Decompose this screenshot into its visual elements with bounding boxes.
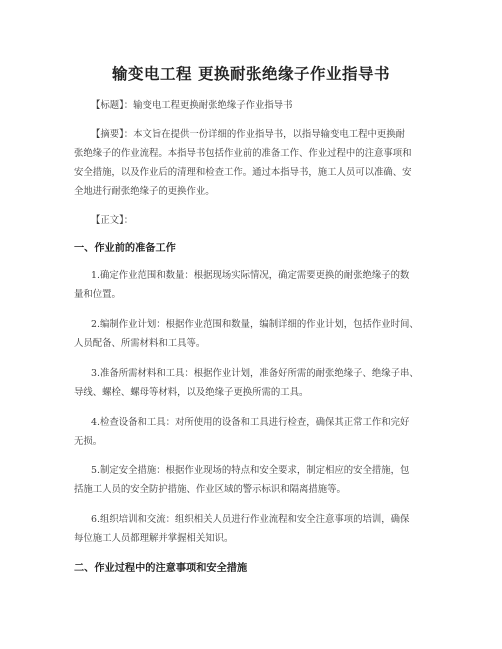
list-item-line: 人员配备、所需材料和工具等。 (74, 338, 206, 349)
list-item-line: 每位施工人员都理解并掌握相关知识。 (74, 533, 234, 544)
list-item (74, 315, 446, 353)
section-heading: 一、作业前的准备工作 (74, 243, 176, 254)
list-item-line: 无损。 (74, 436, 103, 447)
abstract-line: 全地进行耐张绝缘子的更换作业。 (74, 186, 215, 197)
label-line: 【标题】：输变电工程更换耐张绝缘子作业指导书 (91, 100, 293, 111)
list-item-line: 3.准备所需材料和工具：根据作业计划，准备好所需的耐张绝缘子、绝缘子串、 (91, 368, 419, 379)
abstract-line: 【摘要】：本文旨在提供一份详细的作业指导书，以指导输变电工程中更换耐 (91, 129, 406, 140)
abstract-line: 安全措施，以及作业后的清理和检查工作。通过本指导书，施工人员可以准确、安 (74, 167, 412, 178)
list-item-line: 量和位置。 (74, 289, 121, 300)
body-label: 【正文】： (91, 215, 134, 226)
document-title: 输变电工程 更换耐张绝缘子作业指导书 (112, 65, 390, 83)
list-item-line: 括施工人员的安全防护措施、作业区域的警示标识和隔离措施等。 (74, 484, 346, 495)
abstract-paragraph (74, 125, 446, 201)
list-item-line: 5.制定安全措施：根据作业现场的特点和安全要求，制定相应的安全措施，包 (91, 465, 410, 476)
list-item (74, 364, 446, 402)
list-item-line: 4.检查设备和工具：对所使用的设备和工具进行检查，确保其正常工作和完好 (91, 417, 410, 428)
list-item (74, 413, 446, 451)
list-item-line: 6.组织培训和交流：组织相关人员进行作业流程和安全注意事项的培训，确保 (91, 514, 410, 525)
body-label-paragraph (74, 211, 446, 230)
abstract-line: 张绝缘子的作业流程。本指导书包括作业前的准备工作、作业过程中的注意事项和 (74, 148, 412, 159)
list-item-line: 2.编制作业计划：根据作业范围和数量，编制详细的作业计划，包括作业时间、 (91, 319, 419, 330)
label-paragraph (74, 96, 446, 115)
section-heading: 二、作业过程中的注意事项和安全措施 (74, 563, 248, 574)
list-item (74, 510, 446, 548)
list-item-line: 导线、螺栓、螺母等材料，以及绝缘子更换所需的工具。 (74, 387, 309, 398)
list-item (74, 461, 446, 499)
list-item-line: 1.确定作业范围和数量：根据现场实际情况，确定需要更换的耐张绝缘子的数 (91, 270, 410, 281)
list-item (74, 266, 446, 304)
